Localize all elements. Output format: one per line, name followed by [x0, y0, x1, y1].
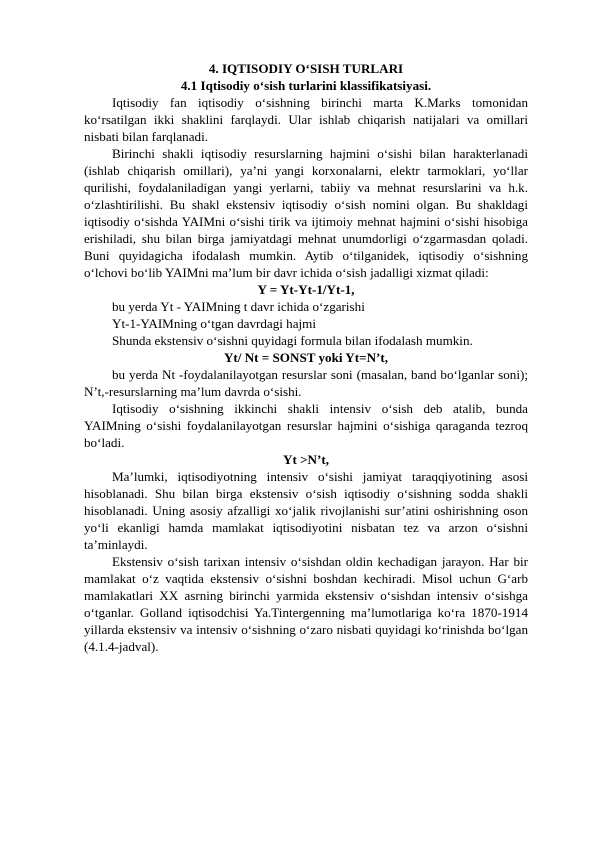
formula-2: Yt/ Nt = SONST yoki Yt=N’t, [223, 350, 389, 365]
paragraph-2: Birinchi shakli iqtisodiy resurslarning hajmini o‘sishi bilan harakterlanadi (ishlab chiqarish omillari), ya’ni yangi korxonalarni, elektr tarmoklari, yo‘llar qurilishi, foydalaniladigan yangi yerlarni, tabiiy va mehnat resurslarini va h.k. o‘zlashtirilishi. Bu shakl ekstensiv iqtisodiy o‘sish nomini olgan. Bu shakldagi iqtisodiy o‘sishda YAIMni o‘sishi tirik va ijtimoiy mehnat hajmini o‘sishi hisobiga erishiladi, shu bilan birga jamiyatdagi mehnat unumdorligi o‘zgarmasdan qoladi. Buni quyidagicha ifodalash mumkin. Aytib o‘tilganidek, iqtisodiy o‘sishning o‘lchovi bo‘lib YAIMni ma’lum bir davr ichida o‘sish jadalligi xizmat qiladi: [84, 146, 528, 280]
definition-yt-1: Yt-1-YAIMning o‘tgan davrdagi hajmi [112, 316, 317, 331]
formula-1: Y = Yt-Yt-1/Yt-1, [257, 282, 355, 297]
paragraph-3: bu yerda Nt -foydalanilayotgan resurslar soni (masalan, band bo‘lganlar soni); N’t,-resurslarning ma’lum davrda o‘sishi. [84, 367, 528, 399]
definition-yt: bu yerda Yt - YAIMning t davr ichida o‘zgarishi [112, 299, 365, 314]
paragraph-4: Iqtisodiy o‘sishning ikkinchi shakli intensiv o‘sish deb atalib, bunda YAIMning o‘sishi foydalanilayotgan resurslar hajmini o‘sishiga qaraganda tezroq bo‘ladi. [84, 401, 528, 450]
document-page [84, 60, 528, 655]
section-title: 4.1 Iqtisodiy o‘sish turlarini klassifikatsiyasi. [180, 78, 432, 93]
formula-3: Yt >N’t, [282, 452, 329, 467]
paragraph-5: Ma’lumki, iqtisodiyotning intensiv o‘sishi jamiyat taraqqiyotining asosi hisoblanadi. Shu bilan birga ekstensiv o‘sish iqtisodiy o‘sishning sodda shakli hisoblanadi. Uning asosiy afzalligi xo‘jalik rivojlanishi sur’atini oshirishning oson yo‘li ekanligi hamda mamlakat iqtisodiyotini nisbatan tez va arzon o‘sishni ta’minlaydi. [84, 469, 528, 552]
paragraph-6: Ekstensiv o‘sish tarixan intensiv o‘sishdan oldin kechadigan jarayon. Har bir mamlakat o‘z vaqtida ekstensiv o‘sishni boshdan kechiradi. Misol uchun G‘arb mamlakatlari XX asrning birinchi yarmida ekstensiv o‘sishdan intensiv o‘sishga o‘tganlar. Golland iqtisodchisi Ya.Tintergenning ma’lumotlariga ko‘ra 1870-1914 yillarda ekstensiv va intensiv o‘sishning o‘zaro nisbati quyidagi ko‘rinishda bo‘lgan (4.1.4-jadval). [84, 554, 528, 654]
paragraph-shunda: Shunda ekstensiv o‘sishni quyidagi formula bilan ifodalash mumkin. [112, 333, 473, 348]
chapter-title: 4. IQTISODIY O‘SISH TURLARI [208, 61, 404, 76]
paragraph-1: Iqtisodiy fan iqtisodiy o‘sishning birinchi marta K.Marks tomonidan ko‘rsatilgan ikki shaklini farqlaydi. Ular ishlab chiqarish natijalari va omillari nisbati bilan farqlanadi. [84, 95, 528, 144]
